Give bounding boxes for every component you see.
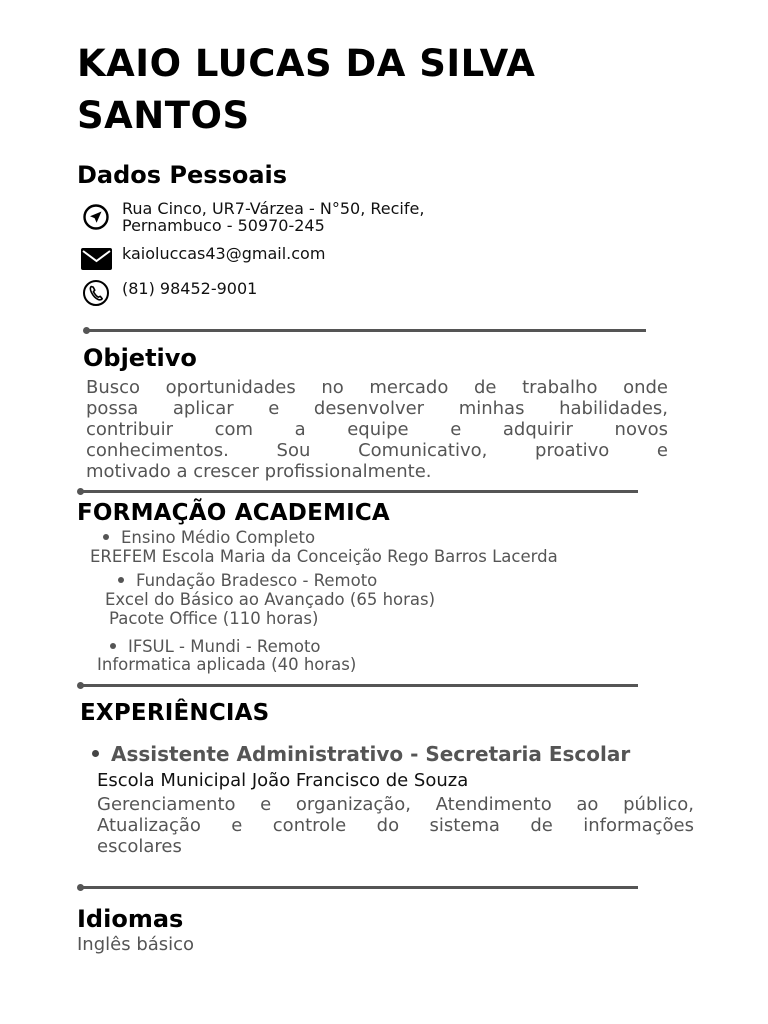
personal-data-heading: Dados Pessoais bbox=[77, 161, 288, 189]
job-title bbox=[92, 742, 630, 766]
education-title-text: Fundação Bradesco - Remoto bbox=[136, 571, 378, 590]
candidate-name-line2: SANTOS bbox=[77, 94, 250, 137]
candidate-name bbox=[77, 38, 717, 142]
mail-icon bbox=[81, 248, 112, 270]
bullet bbox=[92, 750, 99, 757]
navigation-icon bbox=[82, 203, 110, 231]
section-divider bbox=[85, 329, 646, 332]
phone-icon bbox=[82, 279, 110, 307]
education-heading: FORMAÇÃO ACADEMICA bbox=[77, 500, 390, 526]
education-detail: Excel do Básico ao Avançado (65 horas) bbox=[105, 590, 436, 609]
divider-dot bbox=[83, 327, 90, 334]
bullet bbox=[110, 643, 116, 649]
objective-heading: Objetivo bbox=[83, 344, 197, 372]
objective-line: conhecimentos. Sou Comunicativo, proativo e bbox=[86, 440, 668, 461]
email[interactable]: kaioluccas43@gmail.com bbox=[122, 244, 326, 263]
education-entry-title bbox=[118, 571, 377, 590]
address bbox=[122, 200, 424, 234]
languages-text: Inglês básico bbox=[77, 934, 195, 955]
experience-line: Gerenciamento e organização, Atendimento ao público, bbox=[97, 794, 694, 815]
address-line1: Rua Cinco, UR7-Várzea - N°50, Recife, bbox=[122, 199, 425, 218]
bullet bbox=[118, 577, 124, 583]
job-title-text: Assistente Administrativo - Secretaria Escolar bbox=[111, 742, 631, 766]
languages-heading: Idiomas bbox=[77, 905, 184, 933]
experience-line: escolares bbox=[97, 836, 182, 857]
section-divider bbox=[79, 684, 638, 687]
employer: Escola Municipal João Francisco de Souza bbox=[97, 770, 469, 791]
bullet bbox=[103, 534, 109, 540]
experience-heading: EXPERIÊNCIAS bbox=[80, 700, 270, 726]
objective-line: motivado a crescer profissionalmente. bbox=[86, 461, 432, 482]
experience-line: Atualização e controle do sistema de informações bbox=[97, 815, 694, 836]
education-entry-title bbox=[103, 528, 315, 547]
education-detail: Pacote Office (110 horas) bbox=[109, 609, 319, 628]
divider-dot bbox=[77, 884, 84, 891]
candidate-name-line1: KAIO LUCAS DA SILVA bbox=[77, 42, 536, 85]
divider-dot bbox=[77, 488, 84, 495]
objective-text bbox=[86, 377, 668, 482]
education-entry-title bbox=[110, 637, 321, 656]
education-title-text: Ensino Médio Completo bbox=[121, 528, 316, 547]
section-divider bbox=[79, 490, 638, 493]
phone[interactable]: (81) 98452-9001 bbox=[122, 279, 258, 298]
objective-line: contribuir com a equipe e adquirir novos bbox=[86, 419, 668, 440]
education-detail: Informatica aplicada (40 horas) bbox=[97, 655, 357, 674]
section-divider bbox=[79, 886, 638, 889]
divider-dot bbox=[77, 682, 84, 689]
experience-description bbox=[97, 794, 694, 857]
education-title-text: IFSUL - Mundi - Remoto bbox=[128, 637, 321, 656]
education-detail: EREFEM Escola Maria da Conceição Rego Barros Lacerda bbox=[90, 547, 558, 566]
objective-line: possa aplicar e desenvolver minhas habilidades, bbox=[86, 398, 668, 419]
address-line2: Pernambuco - 50970-245 bbox=[122, 216, 325, 235]
objective-line: Busco oportunidades no mercado de trabalho onde bbox=[86, 377, 668, 398]
